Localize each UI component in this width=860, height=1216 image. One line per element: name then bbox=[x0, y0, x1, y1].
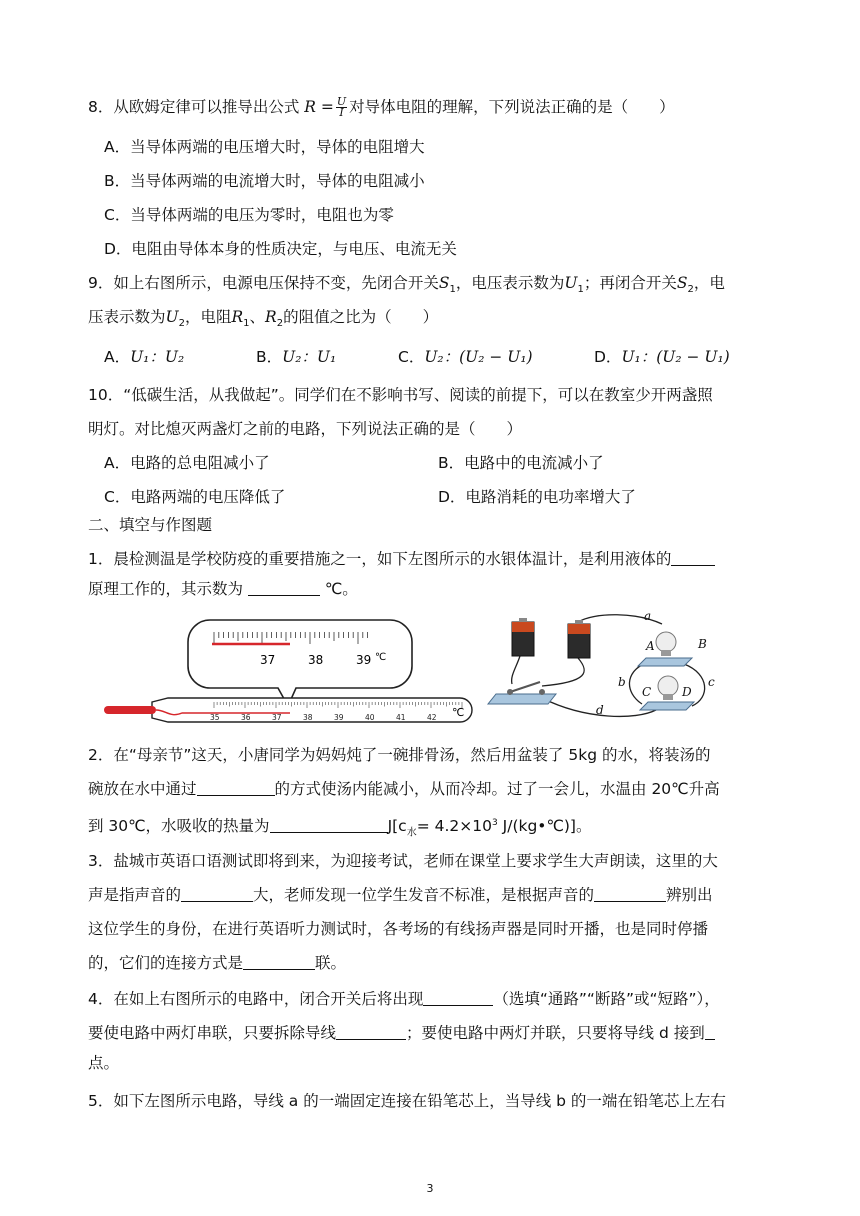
zoom-unit: ℃ bbox=[375, 652, 387, 663]
answer-blank bbox=[705, 1023, 715, 1040]
f3-line3: 这位学生的身份，在进行英语听力测试时，各考场的有线扬声器是同时开播，也是同时停播 bbox=[88, 920, 709, 938]
f2-line2: 碗放在水中通过 的方式使汤内能减小，从而冷却。过了一会儿，水温由 20℃升高 bbox=[88, 780, 720, 798]
label-c: c bbox=[708, 675, 715, 689]
zoom-tick-38: 38 bbox=[308, 653, 324, 667]
q9-option-c: C．U₂：(U₂ − U₁) bbox=[398, 348, 533, 366]
answer-blank bbox=[270, 816, 388, 833]
scale-tick-label: 41 bbox=[396, 713, 406, 722]
formula-fraction: $\frac{U}{I}$ bbox=[336, 95, 347, 119]
f2-line3: 到 30℃，水吸收的热量为 $J[c_水= 4.2\times 10^3$ J/(kg•℃)]。 bbox=[88, 817, 592, 839]
q10-option-c: C．电路两端的电压降低了 bbox=[104, 488, 286, 506]
f4-line2: 要使电路中两灯串联，只要拆除导线 ；要使电路中两灯并联，只要将导线 d 接到 bbox=[88, 1022, 715, 1044]
scale-tick-label: 40 bbox=[365, 713, 375, 722]
answer-blank bbox=[671, 549, 715, 566]
scale-tick-label: 36 bbox=[241, 713, 251, 722]
label-b: b bbox=[618, 675, 626, 689]
q9-option-a: A．U₁：U₂ bbox=[104, 348, 185, 366]
label-D: D bbox=[682, 685, 692, 699]
answer-blank bbox=[423, 989, 493, 1006]
f1-line2: 原理工作的，其示数为 ℃。 bbox=[88, 580, 358, 598]
f3-line4: 的，它们的连接方式是 联。 bbox=[88, 954, 347, 972]
thermometer-unit: ℃ bbox=[452, 706, 465, 719]
answer-blank bbox=[594, 885, 666, 902]
q10-option-b: B．电路中的电流减小了 bbox=[438, 454, 604, 472]
q9-line2: 压表示数为$U_2$，电阻$R_1$、$R_2$的阻值之比为（ ） bbox=[88, 308, 439, 330]
scale-tick-label: 38 bbox=[303, 713, 313, 722]
q8-stem: 8．从欧姆定律可以推导出公式 R = $\frac{U}{I}$ 对导体电阻的理解，下列说法正确的是（ ） bbox=[88, 95, 675, 119]
answer-blank bbox=[243, 953, 315, 970]
scale-tick-label: 37 bbox=[272, 713, 282, 722]
label-a: a bbox=[644, 610, 652, 623]
scale-tick-label: 39 bbox=[334, 713, 344, 722]
f5-line1: 5．如下左图所示电路，导线 a 的一端固定连接在铅笔芯上，当导线 b 的一端在铅笔芯上左右 bbox=[88, 1092, 726, 1110]
q8-option-a: A．当导体两端的电压增大时，导体的电阻增大 bbox=[104, 138, 425, 156]
zoom-tick-37: 37 bbox=[260, 653, 276, 667]
f2-line1: 2．在“母亲节”这天，小唐同学为妈妈炖了一碗排骨汤，然后用盆装了 5kg 的水，将装汤的 bbox=[88, 746, 711, 764]
f3-line1: 3．盐城市英语口语测试即将到来，为迎接考试，老师在课堂上要求学生大声朗读，这里的大 bbox=[88, 852, 718, 870]
mercury-bulb bbox=[104, 706, 156, 714]
page-number: 3 bbox=[426, 1182, 434, 1195]
battery-left bbox=[512, 618, 534, 656]
f4-line3: 点。 bbox=[88, 1054, 120, 1072]
q9-option-d: D．U₁：(U₂ − U₁) bbox=[594, 348, 730, 366]
q10-option-a: A．电路的总电阻减小了 bbox=[104, 454, 270, 472]
q9-option-b: B．U₂：U₁ bbox=[256, 348, 337, 366]
q10-line2: 明灯。对比熄灭两盏灯之前的电路，下列说法正确的是（ ） bbox=[88, 420, 523, 438]
q9-line1: 9．如上右图所示，电源电压保持不变，先闭合开关$S_1$，电压表示数为$U_1$；再闭合开关$S_2$，电 bbox=[88, 274, 725, 296]
label-B: B bbox=[698, 637, 707, 651]
f3-line2: 声是指声音的 大，老师发现一位学生发音不标准，是根据声音的 辨别出 bbox=[88, 886, 713, 904]
scale-tick-label: 35 bbox=[210, 713, 220, 722]
q8-option-c: C．当导体两端的电压为零时，电阻也为零 bbox=[104, 206, 394, 224]
thermometer-figure bbox=[100, 614, 480, 726]
battery-right bbox=[568, 620, 590, 658]
scale-tick-label: 42 bbox=[427, 713, 437, 722]
answer-blank bbox=[197, 779, 275, 796]
q8-option-d: D．电阻由导体本身的性质决定，与电压、电流无关 bbox=[104, 240, 457, 258]
q10-option-d: D．电路消耗的电功率增大了 bbox=[438, 488, 636, 506]
answer-blank bbox=[336, 1023, 406, 1040]
label-A: A bbox=[646, 639, 655, 653]
answer-blank bbox=[181, 885, 253, 902]
q10-line1: 10．“低碳生活，从我做起”。同学们在不影响书写、阅读的前提下，可以在教室少开两盏照 bbox=[88, 386, 713, 404]
f1-line1: 1．晨检测温是学校防疫的重要措施之一，如下左图所示的水银体温计，是利用液体的 bbox=[88, 548, 715, 570]
answer-blank bbox=[248, 579, 320, 596]
q8-option-b: B．当导体两端的电流增大时，导体的电阻减小 bbox=[104, 172, 425, 190]
label-d: d bbox=[596, 703, 604, 717]
zoom-tick-39: 39 bbox=[356, 653, 372, 667]
f4-line1: 4．在如上右图所示的电路中，闭合开关后将出现 （选填“通路”“断路”或“短路”）， bbox=[88, 990, 720, 1008]
circuit-figure bbox=[486, 610, 716, 728]
section-heading: 二、填空与作图题 bbox=[88, 516, 213, 534]
label-C: C bbox=[642, 685, 652, 699]
